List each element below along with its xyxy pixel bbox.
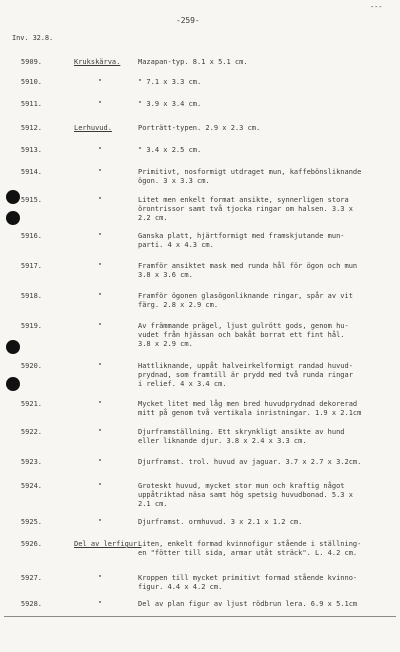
entry-description: [138, 400, 398, 418]
entry-description: [138, 146, 398, 155]
punch-hole: [6, 340, 20, 354]
entry-category: ": [97, 322, 103, 330]
description-line: parti. 4 x 4.3 cm.: [138, 241, 214, 249]
punch-hole: [6, 211, 20, 225]
description-line: Litet men enkelt format ansikte, synnerligen stora: [138, 196, 349, 204]
entry-description: [138, 458, 398, 467]
entry-category: ": [97, 232, 103, 240]
entry-number: 5914.: [20, 168, 42, 176]
entry-description: [138, 232, 398, 250]
entry-description: [138, 482, 398, 509]
entry-category: ": [97, 428, 103, 436]
description-line: Porträtt-typen. 2.9 x 2.3 cm.: [138, 124, 261, 132]
entry-number: 5916.: [20, 232, 42, 240]
entry-description: [138, 322, 398, 349]
entry-number: 5920.: [20, 362, 42, 370]
entry-number: 5921.: [20, 400, 42, 408]
description-line: uppåtriktad näsa samt hög spetsig huvudbonad. 5.3 x: [138, 491, 353, 499]
entry-category: ": [97, 292, 103, 300]
description-line: Del av plan figur av ljust rödbrun lera. 6.9 x 5.1cm: [138, 600, 358, 608]
description-line: Liten, enkelt formad kvinnofigur stående i ställning-: [138, 540, 362, 548]
description-line: eller liknande djur. 3.8 x 2.4 x 3.3 cm.: [138, 437, 307, 445]
description-line: 3.8 x 3.6 cm.: [138, 271, 193, 279]
entry-number: 5922.: [20, 428, 42, 436]
entry-description: [138, 78, 398, 87]
description-line: Framför ansiktet mask med runda hål för ögon och mun: [138, 262, 358, 270]
entry-description: [138, 124, 398, 133]
description-line: figur. 4.4 x 4.2 cm.: [138, 583, 223, 591]
description-line: Kroppen till mycket primitivt formad stående kvinno-: [138, 574, 358, 582]
entry-description: [138, 428, 398, 446]
entry-number: 5911.: [20, 100, 42, 108]
entry-category: ": [97, 168, 103, 176]
entry-description: [138, 518, 398, 527]
entry-category: Lerhuvud.: [74, 124, 112, 132]
entry-description: [138, 58, 398, 67]
description-line: Mycket litet med låg men bred huvudprydnad dekorerad: [138, 400, 358, 408]
entry-number: 5910.: [20, 78, 42, 86]
inventory-label: Inv. 32.8.: [12, 34, 54, 42]
entry-number: 5923.: [20, 458, 42, 466]
entry-number: 5913.: [20, 146, 42, 154]
entry-number: 5924.: [20, 482, 42, 490]
entry-description: [138, 292, 398, 310]
entry-number: 5915.: [20, 196, 42, 204]
entry-category: Krukskärva.: [74, 58, 121, 66]
description-line: Groteskt huvud, mycket stor mun och kraftig något: [138, 482, 345, 490]
entry-number: 5918.: [20, 292, 42, 300]
entry-description: [138, 196, 398, 223]
description-line: prydnad, som framtill är prydd med två runda ringar: [138, 371, 353, 379]
description-line: Djurframst. ormhuvud. 3 x 2.1 x 1.2 cm.: [138, 518, 303, 526]
entry-category: ": [97, 518, 103, 526]
entry-description: [138, 600, 398, 609]
description-line: färg. 2.8 x 2.9 cm.: [138, 301, 219, 309]
description-line: Framför ögonen glasögonliknande ringar, spår av vit: [138, 292, 353, 300]
corner-mark: ---: [370, 3, 383, 11]
description-line: örontrissor samt två tjocka ringar om halsen. 3.3 x: [138, 205, 353, 213]
description-line: Av främmande prägel, ljust gulrött gods, genom hu-: [138, 322, 349, 330]
entry-category: ": [97, 600, 103, 608]
entry-description: [138, 540, 398, 558]
entry-description: [138, 100, 398, 109]
description-line: 2.1 cm.: [138, 500, 168, 508]
description-line: 3.8 x 2.9 cm.: [138, 340, 193, 348]
entry-category: ": [97, 78, 103, 86]
entry-category: ": [97, 482, 103, 490]
description-line: " 3.4 x 2.5 cm.: [138, 146, 202, 154]
description-line: " 7.1 x 3.3 cm.: [138, 78, 202, 86]
description-line: Mazapan-typ. 8.1 x 5.1 cm.: [138, 58, 248, 66]
entry-number: 5909.: [20, 58, 42, 66]
entry-number: 5919.: [20, 322, 42, 330]
page-number: -259-: [176, 16, 200, 25]
entry-category: ": [97, 458, 103, 466]
description-line: en "fötter till sida, armar utåt sträck". L. 4.2 cm.: [138, 549, 358, 557]
entry-description: [138, 362, 398, 389]
entry-category: ": [97, 400, 103, 408]
description-line: mitt på genom två vertikala inristningar. 1.9 x 2.1cm: [138, 409, 362, 417]
entry-category: ": [97, 262, 103, 270]
description-line: Ganska platt, hjärtformigt med framskjutande mun-: [138, 232, 345, 240]
entry-category: ": [97, 362, 103, 370]
entry-number: 5912.: [20, 124, 42, 132]
description-line: Djurframst. trol. huvud av jaguar. 3.7 x 2.7 x 3.2cm.: [138, 458, 362, 466]
entry-number: 5925.: [20, 518, 42, 526]
description-line: 2.2 cm.: [138, 214, 168, 222]
punch-hole: [6, 377, 20, 391]
description-line: vudet från hjässan och bakåt borrat ett fint hål.: [138, 331, 345, 339]
entry-description: [138, 574, 398, 592]
description-line: ögon. 3 x 3.3 cm.: [138, 177, 210, 185]
entry-category: ": [97, 146, 103, 154]
description-line: i relief. 4 x 3.4 cm.: [138, 380, 227, 388]
bottom-rule: [4, 616, 396, 617]
entry-category: Del av lerfigur.: [74, 540, 142, 548]
entry-category: ": [97, 196, 103, 204]
entry-category: ": [97, 100, 103, 108]
entry-category: ": [97, 574, 103, 582]
description-line: Hattliknande, uppåt halveirkelformigt randad huvud-: [138, 362, 353, 370]
description-line: Djurframställning. Ett skrynkligt ansikte av hund: [138, 428, 345, 436]
entry-number: 5917.: [20, 262, 42, 270]
entry-number: 5927.: [20, 574, 42, 582]
entry-description: [138, 168, 398, 186]
entry-number: 5926.: [20, 540, 42, 548]
description-line: Primitivt, nosformigt utdraget mun, kaffebönsliknande: [138, 168, 362, 176]
description-line: " 3.9 x 3.4 cm.: [138, 100, 202, 108]
entry-number: 5928.: [20, 600, 42, 608]
entry-description: [138, 262, 398, 280]
